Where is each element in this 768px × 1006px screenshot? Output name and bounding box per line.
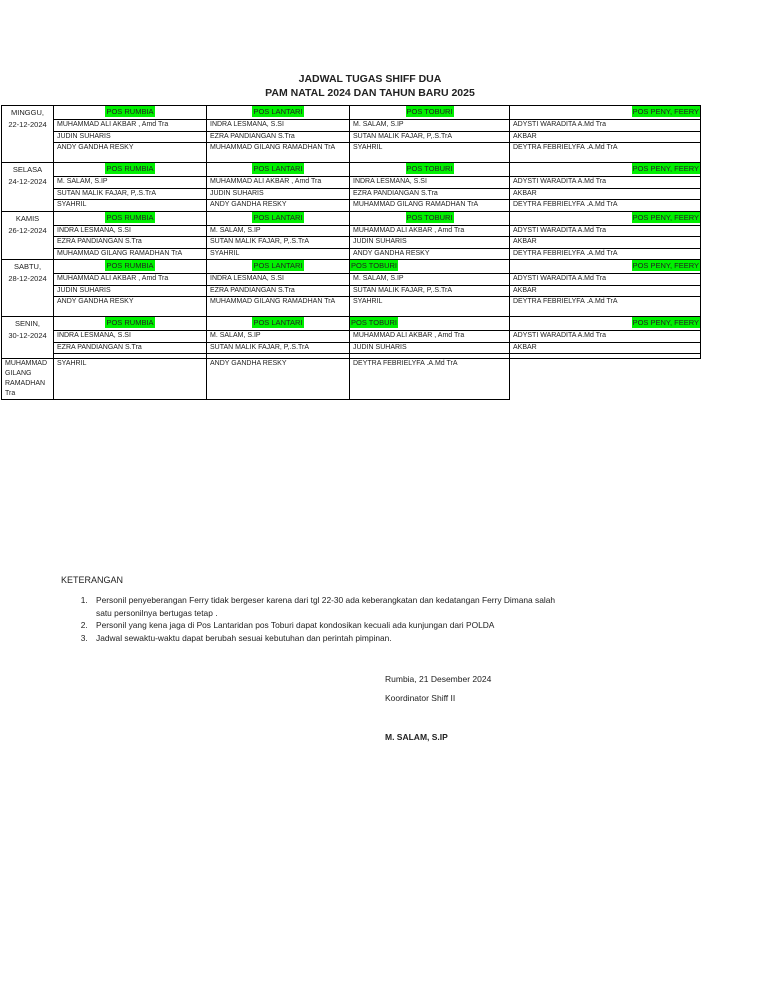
table-row [2, 359, 701, 400]
personnel-cell: SYAHRIL [54, 200, 207, 212]
day-name: MINGGU, [11, 108, 44, 117]
personnel-cell: MUHAMMAD ALI AKBAR , Amd Tra [207, 177, 350, 189]
personnel-cell: AKBAR [510, 237, 701, 249]
post-name: POS LANTARI [253, 212, 303, 222]
day-header-row [2, 106, 701, 120]
table-row [2, 297, 701, 317]
post-header-cell [510, 260, 701, 274]
post-name: POS LANTARI [253, 318, 303, 327]
day-cell [2, 163, 54, 212]
day-name: SENIN, [14, 319, 40, 328]
personnel-cell: SUTAN MALIK FAJAR, P,.S.TrA [350, 285, 510, 297]
day-cell [2, 260, 54, 317]
post-name: POS TOBURI [406, 212, 453, 222]
personnel-cell: MUHAMMAD GILANG RAMADHAN TrA [207, 297, 350, 317]
post-header-cell [207, 106, 350, 120]
table-row [2, 131, 701, 143]
day-header-row [2, 260, 701, 274]
post-header-cell [510, 163, 701, 177]
personnel-cell: ADYSTI WARADITA A.Md Tra [510, 225, 701, 237]
post-header-cell [54, 317, 207, 331]
personnel-cell: EZRA PANDIANGAN S.Tra [54, 237, 207, 249]
post-header-cell [207, 260, 350, 274]
personnel-cell: SUTAN MALIK FAJAR, P,.S.TrA [350, 131, 510, 143]
post-header-cell [510, 106, 701, 120]
document-title: JADWAL TUGAS SHIFF DUA [298, 73, 442, 85]
day-date: 26-12-2024 [8, 225, 47, 235]
day-date: 28-12-2024 [8, 274, 47, 283]
personnel-cell: INDRA LESMANA, S.SI [54, 225, 207, 237]
day-header-row [2, 317, 701, 331]
schedule-table [1, 105, 701, 400]
note-item: 2. Personil yang kena jaga di Pos Lantaridan pos Toburi dapat kondosikan kecuali ada kunjungan dari POLDA [90, 619, 570, 632]
day-name: KAMIS [15, 213, 40, 223]
day-date: 24-12-2024 [8, 177, 47, 186]
day-name: SABTU, [13, 262, 42, 271]
post-header-cell [207, 163, 350, 177]
post-name: POS TOBURI [406, 164, 453, 173]
post-name: POS PENY, FEERY [632, 107, 699, 116]
personnel-cell: MUHAMMAD GILANG RAMADHAN Tra [2, 359, 54, 400]
keterangan-label: KETERANGAN [61, 575, 124, 585]
personnel-cell: SYAHRIL [350, 143, 510, 163]
day-date: 30-12-2024 [8, 331, 47, 340]
post-header-cell [350, 260, 510, 274]
personnel-cell: ANDY GANDHA RESKY [207, 200, 350, 212]
personnel-cell: MUHAMMAD GILANG RAMADHAN TrA [207, 143, 350, 163]
table-row [2, 331, 701, 343]
note-item: 3. Jadwal sewaktu-waktu dapat berubah sesuai kebutuhan dan perintah pimpinan. [90, 632, 570, 645]
day-header-row [2, 211, 701, 225]
post-header-cell [207, 211, 350, 225]
post-name: POS RUMBIA [106, 212, 154, 222]
personnel-cell: JUDIN SUHARIS [350, 342, 510, 354]
signer-role: Koordinator Shiff II [385, 693, 456, 703]
personnel-cell: SUTAN MALIK FAJAR, P,.S.TrA [207, 342, 350, 354]
post-name: POS RUMBIA [106, 164, 154, 173]
post-name: POS LANTARI [253, 107, 303, 116]
personnel-cell: ANDY GANDHA RESKY [207, 359, 350, 400]
post-header-cell [510, 317, 701, 331]
personnel-cell: DEYTRA FEBRIELYFA .A.Md TrA [510, 297, 701, 317]
post-header-cell [510, 211, 701, 225]
personnel-cell: MUHAMMAD GILANG RAMADHAN TrA [350, 200, 510, 212]
table-row [2, 120, 701, 132]
table-row [2, 200, 701, 212]
personnel-cell: AKBAR [510, 188, 701, 200]
day-name: SELASA [12, 165, 43, 174]
personnel-cell: ANDY GANDHA RESKY [350, 248, 510, 260]
personnel-cell: EZRA PANDIANGAN S.Tra [350, 188, 510, 200]
note-item: 1. Personil penyeberangan Ferry tidak bergeser karena dari tgl 22-30 ada keberangkatan dan kedatangan Ferry Dimana salah satu personilnya bertugas tetap . [90, 594, 570, 619]
personnel-cell: M. SALAM, S.IP [350, 120, 510, 132]
post-name: POS TOBURI [351, 261, 397, 270]
post-name: POS PENY, FEERY [632, 164, 699, 173]
table-row [2, 177, 701, 189]
personnel-cell: EZRA PANDIANGAN S.Tra [54, 342, 207, 354]
personnel-cell: JUDIN SUHARIS [54, 131, 207, 143]
personnel-cell: SYAHRIL [207, 248, 350, 260]
post-name: POS PENY, FEERY [632, 261, 699, 270]
empty-cell [510, 354, 701, 359]
table-row [2, 342, 701, 354]
personnel-cell: DEYTRA FEBRIELYFA .A.Md TrA [510, 248, 701, 260]
day-cell [2, 106, 54, 163]
post-header-cell [350, 317, 510, 331]
post-name: POS TOBURI [406, 107, 453, 116]
personnel-cell: M. SALAM, S.IP [350, 274, 510, 286]
personnel-cell: MUHAMMAD ALI AKBAR , Amd Tra [54, 120, 207, 132]
post-name: POS RUMBIA [106, 318, 154, 327]
personnel-cell: INDRA LESMANA, S.SI [207, 274, 350, 286]
personnel-cell: JUDIN SUHARIS [54, 285, 207, 297]
personnel-cell: SUTAN MALIK FAJAR, P,.S.TrA [54, 188, 207, 200]
personnel-cell: DEYTRA FEBRIELYFA .A.Md TrA [350, 359, 510, 400]
post-name: POS LANTARI [253, 261, 303, 270]
personnel-cell: INDRA LESMANA, S.SI [207, 120, 350, 132]
personnel-cell: DEYTRA FEBRIELYFA .A.Md TrA [510, 200, 701, 212]
day-header-row [2, 163, 701, 177]
personnel-cell: INDRA LESMANA, S.SI [54, 331, 207, 343]
personnel-cell: MUHAMMAD ALI AKBAR , Amd Tra [54, 274, 207, 286]
personnel-cell: M. SALAM, S.IP [207, 331, 350, 343]
post-name: POS PENY, FEERY [632, 212, 699, 222]
personnel-cell: ADYSTI WARADITA A.Md Tra [510, 177, 701, 189]
post-name: POS PENY, FEERY [632, 318, 699, 327]
personnel-cell: MUHAMMAD ALI AKBAR , Amd Tra [350, 225, 510, 237]
day-cell [2, 211, 54, 260]
day-date: 22-12-2024 [8, 120, 47, 129]
post-header-cell [54, 163, 207, 177]
place-date: Rumbia, 21 Desember 2024 [385, 674, 492, 684]
table-row [2, 285, 701, 297]
table-row [2, 225, 701, 237]
personnel-cell: EZRA PANDIANGAN S.Tra [207, 131, 350, 143]
personnel-cell: MUHAMMAD ALI AKBAR , Amd Tra [350, 331, 510, 343]
post-header-cell [350, 106, 510, 120]
signer-name: M. SALAM, S.IP [385, 732, 448, 742]
post-name: POS RUMBIA [106, 107, 154, 116]
post-name: POS LANTARI [253, 164, 303, 173]
post-header-cell [350, 163, 510, 177]
post-header-cell [54, 260, 207, 274]
personnel-cell: ADYSTI WARADITA A.Md Tra [510, 274, 701, 286]
document-subtitle: PAM NATAL 2024 DAN TAHUN BARU 2025 [265, 87, 475, 99]
personnel-cell: ADYSTI WARADITA A.Md Tra [510, 331, 701, 343]
personnel-cell: SUTAN MALIK FAJAR, P,.S.TrA [207, 237, 350, 249]
personnel-cell: JUDIN SUHARIS [207, 188, 350, 200]
post-name: POS TOBURI [351, 318, 397, 327]
personnel-cell: AKBAR [510, 131, 701, 143]
personnel-cell: JUDIN SUHARIS [350, 237, 510, 249]
day-cell [2, 317, 54, 359]
personnel-cell: AKBAR [510, 342, 701, 354]
post-header-cell [207, 317, 350, 331]
post-header-cell [54, 211, 207, 225]
personnel-cell: M. SALAM, S.IP [207, 225, 350, 237]
personnel-cell: SYAHRIL [350, 297, 510, 317]
post-name: POS RUMBIA [106, 261, 154, 270]
personnel-cell: EZRA PANDIANGAN S.Tra [207, 285, 350, 297]
notes-list [60, 594, 570, 644]
table-row [2, 143, 701, 163]
table-row [2, 248, 701, 260]
personnel-cell: ANDY GANDHA RESKY [54, 297, 207, 317]
table-row [2, 237, 701, 249]
personnel-cell: M. SALAM, S.IP [54, 177, 207, 189]
personnel-cell: MUHAMMAD GILANG RAMADHAN TrA [54, 248, 207, 260]
personnel-cell: SYAHRIL [54, 359, 207, 400]
personnel-cell: INDRA LESMANA, S.SI [350, 177, 510, 189]
personnel-cell: AKBAR [510, 285, 701, 297]
table-row [2, 274, 701, 286]
post-header-cell [350, 211, 510, 225]
personnel-cell: ADYSTI WARADITA A.Md Tra [510, 120, 701, 132]
post-header-cell [54, 106, 207, 120]
table-row [2, 188, 701, 200]
personnel-cell: ANDY GANDHA RESKY [54, 143, 207, 163]
personnel-cell: DEYTRA FEBRIELYFA .A.Md TrA [510, 143, 701, 163]
